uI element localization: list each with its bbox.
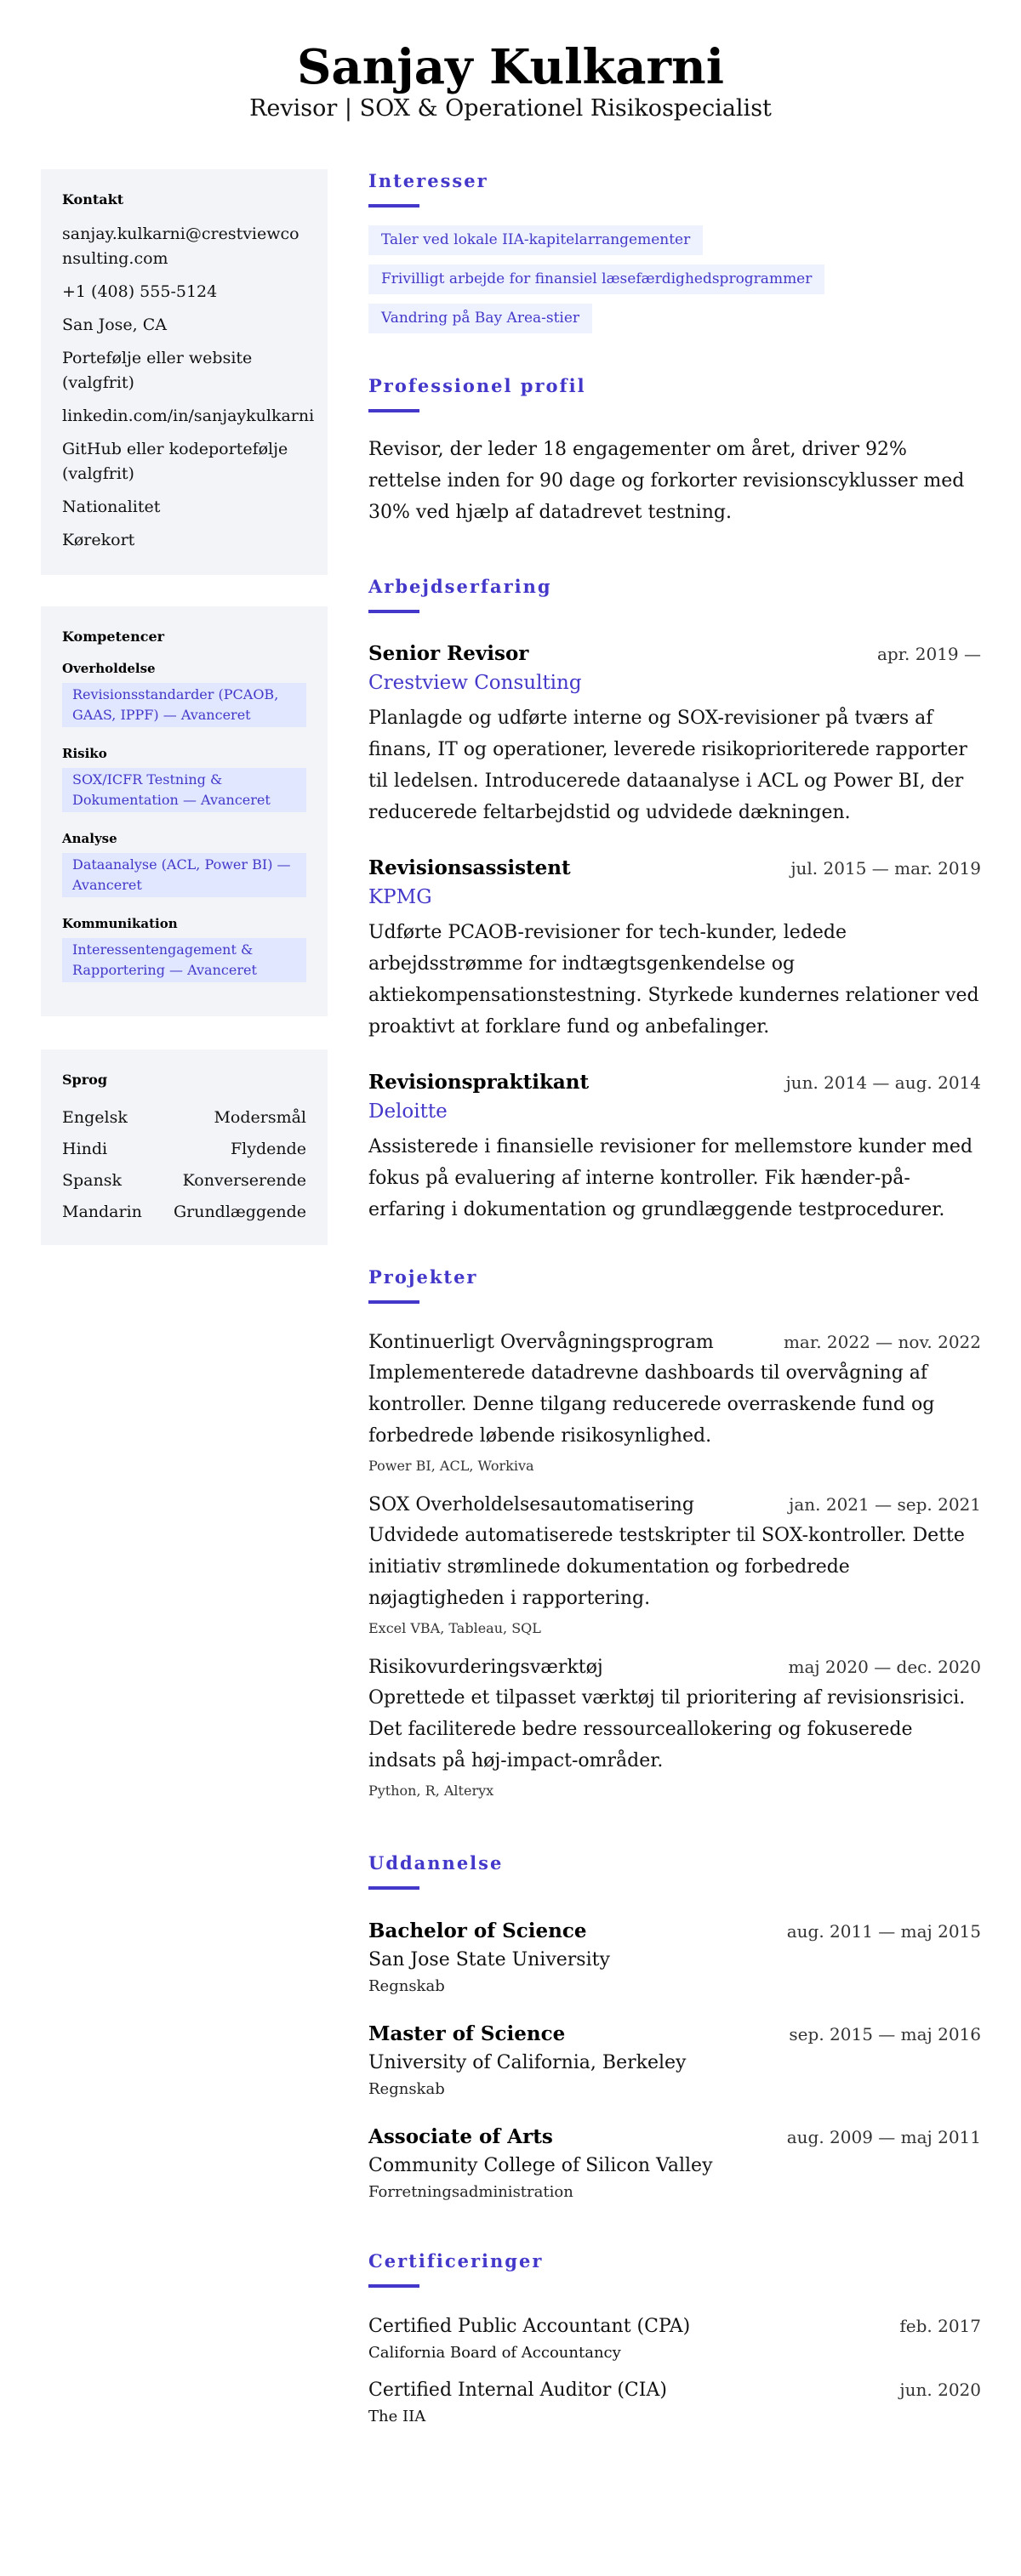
contact-heading: Kontakt — [62, 191, 124, 208]
degree: Associate of Arts — [368, 2125, 553, 2148]
job-title: Senior Revisor — [368, 642, 529, 665]
sidebar — [41, 169, 328, 1245]
candidate-title: Revisor | SOX & Operationel Risikospecialist — [249, 95, 772, 122]
project-date: mar. 2022 — nov. 2022 — [783, 1332, 981, 1352]
education-entry — [368, 2123, 981, 2204]
section-heading: Uddannelse — [368, 1852, 504, 1874]
section-heading: Certificeringer — [368, 2250, 544, 2272]
skills-heading: Kompetencer — [62, 628, 165, 645]
project-tech: Python, R, Alteryx — [368, 1783, 494, 1799]
interest-tag: Vandring på Bay Area-stier — [368, 304, 592, 333]
languages-box — [41, 1049, 328, 1245]
language-name: Engelsk — [62, 1108, 128, 1127]
section-divider — [368, 1886, 419, 1890]
candidate-name: Sanjay Kulkarni — [296, 39, 725, 95]
project-tech: Power BI, ACL, Workiva — [368, 1458, 534, 1474]
profile-section — [368, 375, 981, 528]
contact-linkedin[interactable]: linkedin.com/in/sanjaykulkarni — [62, 407, 315, 425]
skill-tag: Interessentengagement & Rapportering — Avanceret — [62, 938, 306, 982]
job-company: Crestview Consulting — [368, 672, 582, 694]
section-divider — [368, 1300, 419, 1304]
certification-issuer: California Board of Accountancy — [368, 2344, 621, 2362]
section-heading: Interesser — [368, 170, 488, 191]
contact-portfolio: Portefølje eller website (valgfrit) — [62, 349, 253, 392]
job-title: Revisionsassistent — [368, 856, 571, 879]
school: University of California, Berkeley — [368, 2052, 687, 2073]
certification-date: jun. 2020 — [899, 2380, 981, 2400]
education-entry — [368, 1917, 981, 1999]
certifications-section — [368, 2250, 981, 2429]
field-of-study: Regnskab — [368, 2080, 445, 2098]
job-title: Revisionspraktikant — [368, 1071, 590, 1094]
education-date: aug. 2009 — maj 2011 — [786, 2127, 981, 2147]
job-description: Planlagde og udførte interne og SOX-revisioner på tværs af finans, IT og operationer, leverede risikoprioriterede rapporter til ledelsen. Introducerede dataanalyse i ACL og Power BI, der reducerede feltarbejdstid og udvidede dækningen. — [368, 708, 967, 823]
degree: Master of Science — [368, 2022, 566, 2045]
contact-nationality: Nationalitet — [62, 498, 161, 516]
project-title: Risikovurderingsværktøj — [368, 1657, 603, 1678]
language-name: Hindi — [62, 1140, 108, 1158]
skill-tag: Dataanalyse (ACL, Power BI) — Avanceret — [62, 853, 306, 897]
certification-date: feb. 2017 — [899, 2316, 981, 2336]
education-date: aug. 2011 — maj 2015 — [786, 1921, 981, 1942]
interest-tag: Taler ved lokale IIA-kapitelarrangementer — [368, 225, 703, 255]
interest-tag: Frivilligt arbejde for finansiel læsefærdighedsprogrammer — [368, 264, 824, 294]
project-entry — [368, 1653, 981, 1801]
project-date: maj 2020 — dec. 2020 — [788, 1657, 981, 1677]
language-row — [62, 1197, 306, 1228]
job-date: apr. 2019 — — [876, 644, 981, 664]
contact-email[interactable]: sanjay.kulkarni@crestviewconsulting.com — [62, 225, 299, 268]
certification-name: Certified Public Accountant (CPA) — [368, 2316, 691, 2337]
section-divider — [368, 2284, 419, 2288]
contact-phone: +1 (408) 555-5124 — [62, 282, 218, 301]
certification-entry — [368, 2376, 981, 2429]
skill-category: Overholdelse — [62, 661, 156, 676]
project-description: Udvidede automatiserede testskripter til SOX-kontroller. Dette initiativ strømlinede dokumentation og forbedrede nøjagtigheden i rapportering. — [368, 1525, 965, 1609]
project-entry — [368, 1328, 981, 1476]
skill-category: Risiko — [62, 746, 107, 761]
profile-text: Revisor, der leder 18 engagementer om året, driver 92% rettelse inden for 90 dage og forkorter revisionscyklusser med 30% ved hjælp af datadrevet testning. — [368, 439, 965, 523]
project-description: Implementerede datadrevne dashboards til overvågning af kontroller. Denne tilgang reducerede overraskende fund og forbedrede løbende risikosynlighed. — [368, 1362, 935, 1447]
language-name: Spansk — [62, 1171, 123, 1190]
job-date: jul. 2015 — mar. 2019 — [790, 858, 981, 879]
certification-issuer: The IIA — [368, 2408, 426, 2425]
contact-location: San Jose, CA — [62, 316, 168, 334]
job-entry — [368, 640, 981, 828]
project-description: Oprettede et tilpasset værktøj til prioritering af revisionsrisici. Det faciliterede bedre ressourceallokering og fokuserede indsats på høj-impact-områder. — [368, 1687, 966, 1771]
job-entry — [368, 1068, 981, 1225]
languages-heading: Sprog — [62, 1072, 108, 1088]
job-description: Assisterede i finansielle revisioner for mellemstore kunder med fokus på evaluering af interne kontroller. Fik hænder-på-erfaring i dokumentation og grundlæggende testprocedurer. — [368, 1136, 973, 1220]
education-section — [368, 1852, 981, 2204]
experience-section — [368, 576, 981, 1225]
skills-box — [41, 606, 328, 1016]
job-entry — [368, 854, 981, 1043]
language-row — [62, 1102, 306, 1134]
section-divider — [368, 204, 419, 208]
certification-name: Certified Internal Auditor (CIA) — [368, 2380, 667, 2401]
skill-category: Kommunikation — [62, 916, 178, 931]
language-row — [62, 1134, 306, 1165]
project-tech: Excel VBA, Tableau, SQL — [368, 1620, 541, 1636]
contact-box — [41, 169, 328, 575]
school: Community College of Silicon Valley — [368, 2155, 713, 2176]
job-company: Deloitte — [368, 1100, 448, 1123]
job-company: KPMG — [368, 886, 432, 908]
skill-tag: Revisionsstandarder (PCAOB, GAAS, IPPF) — Avanceret — [62, 683, 306, 727]
contact-github: GitHub eller kodeportefølje (valgfrit) — [62, 440, 288, 483]
language-level: Konverserende — [182, 1171, 306, 1190]
degree: Bachelor of Science — [368, 1919, 587, 1942]
certification-entry — [368, 2312, 981, 2365]
section-heading: Projekter — [368, 1266, 478, 1288]
job-description: Udførte PCAOB-revisioner for tech-kunder, ledede arbejdsstrømme for indtægtsgenkendelse og aktiekompensationstestning. Styrkede kundernes relationer ved proaktivt at forklare fund og anbefalinger. — [368, 922, 979, 1038]
contact-license: Kørekort — [62, 531, 135, 549]
projects-section — [368, 1266, 981, 1801]
skill-category: Analyse — [62, 831, 117, 846]
field-of-study: Forretningsadministration — [368, 2183, 573, 2201]
project-entry — [368, 1491, 981, 1639]
field-of-study: Regnskab — [368, 1977, 445, 1995]
interests-section — [368, 170, 981, 333]
section-divider — [368, 610, 419, 613]
main-content — [368, 170, 981, 2429]
language-level: Flydende — [230, 1140, 306, 1158]
language-row — [62, 1165, 306, 1197]
education-date: sep. 2015 — maj 2016 — [789, 2024, 981, 2044]
project-title: SOX Overholdelsesautomatisering — [368, 1494, 694, 1515]
project-title: Kontinuerligt Overvågningsprogram — [368, 1332, 714, 1353]
section-divider — [368, 409, 419, 412]
language-level: Grundlæggende — [173, 1203, 306, 1221]
section-heading: Arbejdserfaring — [368, 576, 552, 597]
education-entry — [368, 2020, 981, 2101]
school: San Jose State University — [368, 1949, 610, 1970]
language-name: Mandarin — [62, 1203, 142, 1221]
language-level: Modersmål — [214, 1108, 306, 1127]
skill-tag: SOX/ICFR Testning & Dokumentation — Avanceret — [62, 768, 306, 812]
section-heading: Professionel profil — [368, 375, 586, 396]
project-date: jan. 2021 — sep. 2021 — [789, 1494, 981, 1515]
job-date: jun. 2014 — aug. 2014 — [785, 1072, 981, 1093]
